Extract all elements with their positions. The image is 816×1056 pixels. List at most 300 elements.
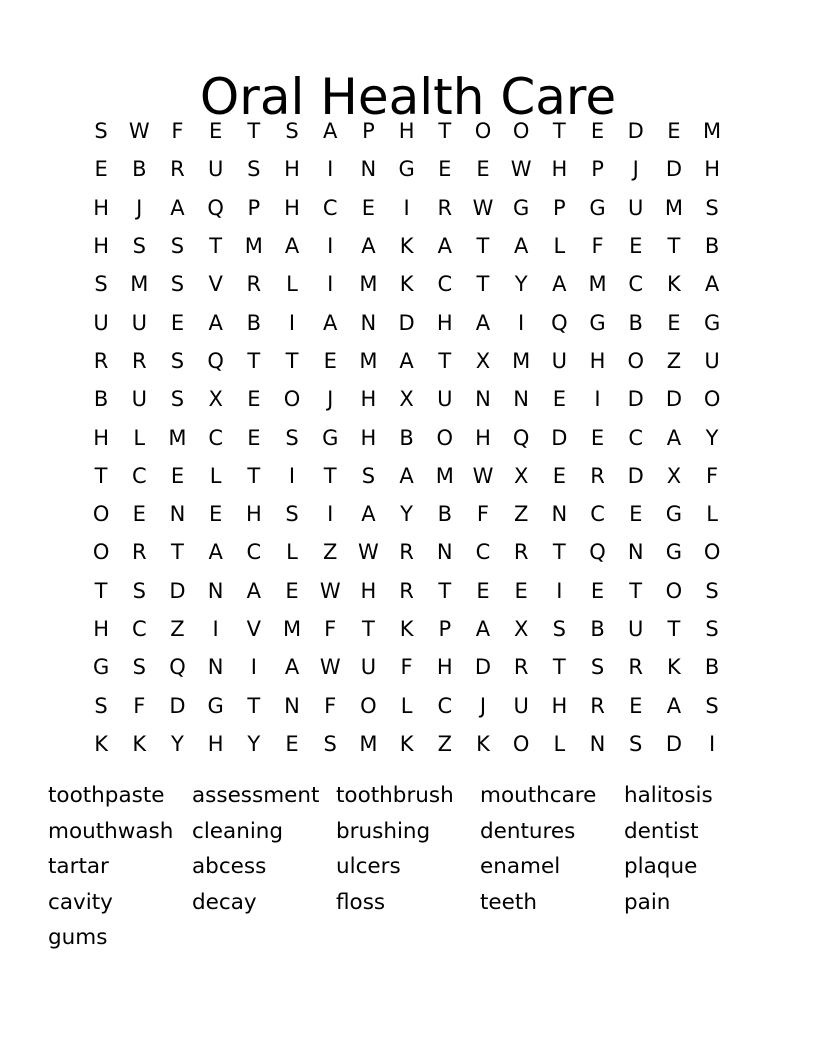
grid-letter: E bbox=[285, 731, 299, 756]
grid-letter: Z bbox=[437, 731, 452, 756]
grid-letter: B bbox=[93, 387, 109, 412]
grid-letter: T bbox=[476, 234, 490, 259]
grid-row bbox=[82, 610, 732, 648]
grid-letter: T bbox=[438, 119, 452, 144]
grid-letter: U bbox=[513, 693, 529, 718]
grid-letter: H bbox=[398, 119, 415, 144]
grid-letter: T bbox=[667, 234, 681, 259]
grid-letter: H bbox=[360, 387, 377, 412]
grid-letter: I bbox=[327, 234, 334, 259]
grid-letter: E bbox=[209, 502, 223, 527]
grid-letter: J bbox=[632, 157, 639, 182]
grid-letter: E bbox=[629, 502, 643, 527]
grid-letter: C bbox=[322, 195, 338, 220]
grid-letter: N bbox=[169, 502, 186, 527]
grid-letter: R bbox=[513, 540, 529, 565]
grid-letter: E bbox=[209, 119, 223, 144]
grid-letter: M bbox=[512, 348, 531, 373]
grid-letter: T bbox=[667, 617, 681, 641]
grid-letter: H bbox=[284, 157, 300, 182]
word-list-item: toothbrush bbox=[336, 783, 454, 808]
grid-letter: D bbox=[398, 310, 415, 335]
grid-letter: C bbox=[208, 425, 223, 450]
grid-row bbox=[82, 686, 732, 724]
grid-letter: U bbox=[360, 655, 377, 680]
grid-letter: A bbox=[399, 463, 414, 488]
grid-letter: H bbox=[93, 617, 109, 641]
grid-letter: Q bbox=[169, 655, 186, 680]
grid-letter: R bbox=[170, 157, 185, 182]
grid-letter: Y bbox=[514, 272, 528, 297]
grid-letter: T bbox=[438, 578, 452, 603]
grid-letter: E bbox=[590, 119, 605, 144]
grid-letter: R bbox=[590, 693, 605, 718]
grid-letter: M bbox=[588, 272, 607, 297]
grid-letter: O bbox=[92, 502, 110, 527]
grid-letter: D bbox=[169, 578, 186, 603]
grid-letter: D bbox=[551, 425, 568, 450]
grid-letter: N bbox=[589, 731, 606, 756]
grid-letter: E bbox=[552, 387, 566, 412]
grid-letter: U bbox=[131, 387, 147, 412]
grid-letter: C bbox=[131, 617, 147, 641]
grid-letter: S bbox=[361, 463, 376, 488]
grid-row bbox=[82, 495, 732, 533]
grid-letter: E bbox=[247, 425, 261, 450]
grid-letter: V bbox=[246, 617, 262, 641]
grid-letter: F bbox=[324, 617, 337, 641]
grid-letter: A bbox=[666, 693, 682, 718]
word-list-item: pain bbox=[624, 889, 671, 915]
grid-letter: E bbox=[476, 578, 490, 603]
grid-letter: H bbox=[551, 693, 568, 718]
grid-letter: M bbox=[130, 272, 149, 297]
grid-letter: H bbox=[704, 157, 720, 182]
grid-letter: D bbox=[665, 387, 682, 412]
grid-letter: U bbox=[704, 348, 720, 373]
grid-letter: O bbox=[512, 731, 530, 756]
grid-letter: R bbox=[131, 348, 147, 373]
grid-letter: A bbox=[323, 310, 338, 335]
grid-letter: G bbox=[589, 195, 606, 220]
grid-letter: R bbox=[399, 540, 414, 565]
grid-letter: Y bbox=[400, 502, 413, 527]
grid-letter: T bbox=[209, 234, 223, 259]
grid-letter: H bbox=[589, 348, 606, 373]
grid-row bbox=[82, 533, 732, 571]
grid-letter: U bbox=[131, 310, 147, 335]
grid-letter: D bbox=[627, 463, 644, 488]
grid-letter: R bbox=[131, 540, 147, 565]
word-list-item: mouthcare bbox=[480, 783, 597, 808]
grid-letter: S bbox=[170, 387, 185, 412]
grid-letter: Z bbox=[170, 617, 185, 641]
grid-letter: C bbox=[475, 540, 491, 565]
word-list bbox=[48, 778, 788, 956]
grid-letter: D bbox=[627, 387, 644, 412]
grid-letter: H bbox=[207, 731, 224, 756]
grid-letter: O bbox=[360, 693, 377, 718]
grid-letter: E bbox=[590, 425, 605, 450]
grid-letter: V bbox=[208, 272, 223, 297]
grid-letter: L bbox=[400, 693, 413, 718]
grid-letter: K bbox=[399, 234, 414, 259]
grid-letter: K bbox=[94, 731, 108, 756]
grid-letter: H bbox=[475, 425, 491, 450]
grid-letter: R bbox=[628, 655, 644, 680]
grid-row bbox=[82, 457, 732, 495]
grid-letter: H bbox=[93, 234, 109, 259]
grid-row bbox=[82, 150, 732, 188]
word-list-item: decay bbox=[192, 889, 257, 915]
word-list-item: cavity bbox=[48, 889, 113, 915]
grid-letter: E bbox=[667, 119, 681, 144]
grid-letter: Q bbox=[512, 425, 530, 450]
grid-letter: E bbox=[629, 234, 643, 259]
grid-letter: I bbox=[594, 387, 601, 412]
grid-letter: E bbox=[323, 348, 337, 373]
grid-letter: O bbox=[436, 425, 454, 450]
grid-letter: Y bbox=[247, 731, 261, 756]
grid-letter: S bbox=[705, 195, 719, 220]
grid-letter: X bbox=[666, 463, 682, 488]
grid-letter: N bbox=[475, 387, 491, 412]
grid-row bbox=[82, 648, 732, 686]
word-list-item: plaque bbox=[624, 854, 698, 879]
grid-letter: S bbox=[629, 731, 643, 756]
grid-letter: L bbox=[553, 731, 566, 756]
grid-letter: S bbox=[552, 617, 567, 641]
grid-letter: M bbox=[359, 348, 378, 373]
grid-letter: S bbox=[705, 578, 719, 603]
grid-letter: A bbox=[704, 272, 720, 297]
grid-letter: N bbox=[360, 310, 377, 335]
grid-letter: F bbox=[324, 693, 337, 718]
grid-letter: W bbox=[319, 578, 341, 603]
grid-letter: P bbox=[247, 195, 261, 220]
grid-letter: O bbox=[283, 387, 301, 412]
word-list-item: floss bbox=[336, 889, 386, 915]
grid-letter: N bbox=[551, 502, 568, 527]
grid-letter: T bbox=[94, 463, 108, 488]
word-list-item: teeth bbox=[480, 889, 537, 915]
grid-letter: P bbox=[591, 157, 604, 182]
letter-grid bbox=[82, 112, 732, 763]
grid-letter: D bbox=[665, 731, 682, 756]
grid-letter: L bbox=[286, 540, 298, 565]
grid-letter: Z bbox=[666, 348, 682, 373]
grid-letter: H bbox=[245, 502, 262, 527]
grid-row bbox=[82, 189, 732, 227]
grid-letter: Q bbox=[589, 540, 606, 565]
grid-letter: O bbox=[92, 540, 110, 565]
grid-letter: O bbox=[512, 119, 530, 144]
grid-letter: X bbox=[208, 387, 223, 412]
grid-letter: K bbox=[667, 272, 681, 297]
grid-letter: S bbox=[170, 272, 185, 297]
grid-letter: X bbox=[399, 387, 414, 412]
grid-letter: I bbox=[288, 463, 296, 488]
grid-letter: H bbox=[436, 655, 453, 680]
grid-letter: C bbox=[437, 272, 453, 297]
grid-letter: I bbox=[708, 731, 716, 756]
grid-letter: N bbox=[627, 540, 644, 565]
grid-letter: I bbox=[518, 310, 525, 335]
word-list-item: tartar bbox=[48, 854, 109, 879]
grid-letter: I bbox=[556, 578, 563, 603]
grid-letter: B bbox=[399, 425, 414, 450]
grid-row bbox=[82, 418, 732, 456]
grid-letter: T bbox=[552, 119, 566, 144]
grid-letter: P bbox=[553, 195, 566, 220]
word-list-item: dentist bbox=[624, 818, 699, 844]
grid-letter: O bbox=[665, 578, 683, 603]
grid-letter: L bbox=[209, 463, 222, 488]
grid-letter: E bbox=[285, 578, 299, 603]
grid-letter: U bbox=[437, 387, 453, 412]
grid-letter: A bbox=[284, 234, 300, 259]
grid-letter: K bbox=[667, 655, 681, 680]
grid-letter: R bbox=[93, 348, 109, 373]
grid-letter: R bbox=[246, 272, 262, 297]
grid-letter: G bbox=[398, 157, 415, 182]
grid-letter: K bbox=[399, 272, 414, 297]
word-list-item: enamel bbox=[480, 854, 561, 879]
grid-letter: W bbox=[319, 655, 341, 680]
grid-letter: T bbox=[552, 540, 566, 565]
grid-letter: D bbox=[474, 655, 492, 680]
grid-letter: I bbox=[327, 502, 334, 527]
grid-row bbox=[82, 265, 732, 303]
grid-letter: H bbox=[93, 425, 109, 450]
grid-letter: E bbox=[247, 387, 261, 412]
grid-letter: X bbox=[475, 348, 491, 373]
grid-row bbox=[82, 572, 732, 610]
grid-letter: M bbox=[664, 195, 683, 220]
grid-row bbox=[82, 380, 732, 418]
grid-letter: O bbox=[627, 348, 644, 373]
grid-letter: Q bbox=[551, 310, 568, 335]
grid-letter: K bbox=[476, 731, 490, 756]
grid-letter: E bbox=[514, 578, 528, 603]
grid-letter: M bbox=[435, 463, 454, 488]
grid-letter: S bbox=[132, 655, 146, 680]
grid-letter: J bbox=[327, 387, 334, 412]
grid-letter: D bbox=[665, 157, 682, 182]
grid-letter: S bbox=[170, 348, 185, 373]
grid-letter: T bbox=[94, 578, 108, 603]
grid-letter: E bbox=[629, 693, 643, 718]
grid-letter: S bbox=[705, 693, 719, 718]
grid-letter: L bbox=[133, 425, 146, 450]
grid-letter: T bbox=[247, 693, 261, 718]
grid-letter: G bbox=[665, 540, 683, 565]
grid-letter: D bbox=[169, 693, 186, 718]
grid-letter: G bbox=[703, 310, 721, 335]
grid-letter: E bbox=[170, 463, 185, 488]
word-list-item: ulcers bbox=[336, 854, 401, 879]
grid-letter: S bbox=[132, 234, 146, 259]
grid-letter: O bbox=[474, 119, 492, 144]
grid-letter: C bbox=[628, 272, 644, 297]
grid-letter: A bbox=[208, 540, 223, 565]
grid-letter: Z bbox=[323, 540, 338, 565]
grid-letter: T bbox=[247, 463, 261, 488]
grid-letter: T bbox=[361, 617, 375, 641]
grid-letter: M bbox=[168, 425, 187, 450]
grid-letter: N bbox=[360, 157, 377, 182]
grid-letter: A bbox=[170, 195, 185, 220]
word-list-item: brushing bbox=[336, 818, 431, 844]
grid-letter: T bbox=[285, 348, 299, 373]
grid-letter: W bbox=[358, 540, 379, 565]
word-list-item: gums bbox=[48, 925, 108, 950]
grid-letter: T bbox=[247, 348, 261, 373]
grid-letter: E bbox=[667, 310, 681, 335]
grid-letter: J bbox=[136, 195, 143, 220]
grid-letter: S bbox=[247, 157, 261, 182]
grid-letter: G bbox=[589, 310, 606, 335]
grid-letter: B bbox=[132, 157, 147, 182]
grid-letter: S bbox=[94, 693, 108, 718]
grid-letter: Q bbox=[207, 348, 224, 373]
grid-letter: A bbox=[284, 655, 300, 680]
grid-letter: G bbox=[513, 195, 530, 220]
grid-letter: A bbox=[666, 425, 682, 450]
grid-letter: W bbox=[128, 119, 150, 144]
grid-letter: S bbox=[323, 731, 337, 756]
grid-letter: P bbox=[438, 617, 452, 641]
grid-letter: T bbox=[438, 348, 452, 373]
grid-letter: C bbox=[131, 463, 147, 488]
grid-letter: S bbox=[94, 272, 108, 297]
grid-letter: F bbox=[171, 119, 184, 144]
grid-letter: B bbox=[704, 234, 720, 259]
grid-row bbox=[82, 303, 732, 341]
grid-letter: G bbox=[665, 502, 683, 527]
grid-row bbox=[82, 227, 732, 265]
grid-letter: H bbox=[360, 578, 377, 603]
grid-letter: B bbox=[704, 655, 720, 680]
grid-row bbox=[82, 112, 732, 150]
grid-letter: B bbox=[628, 310, 643, 335]
grid-letter: C bbox=[437, 693, 453, 718]
grid-letter: B bbox=[590, 617, 605, 641]
word-list-item: mouthwash bbox=[48, 818, 174, 844]
grid-letter: S bbox=[285, 425, 299, 450]
word-list-item: abcess bbox=[192, 854, 267, 879]
grid-letter: E bbox=[94, 157, 108, 182]
grid-letter: C bbox=[590, 502, 605, 527]
grid-letter: A bbox=[475, 617, 491, 641]
grid-letter: A bbox=[475, 310, 491, 335]
grid-letter: G bbox=[92, 655, 110, 680]
grid-letter: D bbox=[627, 119, 644, 144]
grid-letter: E bbox=[438, 157, 452, 182]
grid-letter: S bbox=[285, 119, 299, 144]
grid-letter: R bbox=[513, 655, 529, 680]
grid-letter: P bbox=[362, 119, 375, 144]
grid-letter: C bbox=[246, 540, 262, 565]
grid-letter: F bbox=[133, 693, 146, 718]
grid-letter: X bbox=[513, 617, 529, 641]
grid-letter: S bbox=[94, 119, 108, 144]
grid-letter: W bbox=[472, 195, 494, 220]
grid-letter: U bbox=[551, 348, 568, 373]
grid-letter: C bbox=[628, 425, 644, 450]
grid-letter: F bbox=[400, 655, 413, 680]
grid-letter: H bbox=[436, 310, 453, 335]
grid-letter: I bbox=[212, 617, 219, 641]
grid-letter: Q bbox=[207, 195, 224, 220]
grid-letter: H bbox=[360, 425, 377, 450]
grid-letter: A bbox=[513, 234, 529, 259]
grid-letter: Z bbox=[513, 502, 529, 527]
grid-letter: N bbox=[207, 655, 224, 680]
grid-letter: R bbox=[399, 578, 414, 603]
grid-letter: A bbox=[552, 272, 567, 297]
grid-letter: U bbox=[207, 157, 224, 182]
grid-letter: S bbox=[132, 578, 146, 603]
grid-letter: T bbox=[323, 463, 337, 488]
grid-letter: A bbox=[437, 234, 452, 259]
grid-letter: E bbox=[476, 157, 490, 182]
page-title: Oral Health Care bbox=[199, 67, 617, 126]
grid-letter: U bbox=[628, 617, 644, 641]
grid-letter: F bbox=[706, 463, 719, 488]
grid-letter: F bbox=[591, 234, 604, 259]
grid-letter: S bbox=[705, 617, 719, 641]
grid-letter: G bbox=[207, 693, 224, 718]
grid-letter: T bbox=[629, 578, 643, 603]
grid-letter: O bbox=[703, 387, 721, 412]
grid-row bbox=[82, 725, 732, 763]
grid-letter: M bbox=[244, 234, 263, 259]
grid-letter: T bbox=[247, 119, 261, 144]
grid-letter: A bbox=[208, 310, 223, 335]
grid-letter: H bbox=[551, 157, 568, 182]
grid-letter: Y bbox=[705, 425, 719, 450]
word-list-item: dentures bbox=[480, 818, 576, 844]
grid-letter: K bbox=[132, 731, 147, 756]
grid-letter: U bbox=[628, 195, 644, 220]
grid-letter: H bbox=[93, 195, 109, 220]
grid-letter: E bbox=[590, 578, 605, 603]
grid-letter: U bbox=[93, 310, 109, 335]
grid-letter: L bbox=[553, 234, 566, 259]
grid-letter: H bbox=[284, 195, 300, 220]
grid-letter: G bbox=[322, 425, 339, 450]
grid-letter: Y bbox=[171, 731, 184, 756]
word-list-item: assessment bbox=[192, 783, 320, 808]
grid-letter: F bbox=[476, 502, 490, 527]
grid-letter: T bbox=[476, 272, 490, 297]
grid-letter: N bbox=[207, 578, 224, 603]
grid-letter: S bbox=[170, 234, 185, 259]
grid-letter: M bbox=[359, 272, 378, 297]
grid-letter: A bbox=[399, 348, 414, 373]
grid-letter: N bbox=[513, 387, 530, 412]
grid-letter: I bbox=[288, 310, 296, 335]
grid-letter: A bbox=[323, 119, 338, 144]
grid-letter: R bbox=[590, 463, 605, 488]
grid-letter: M bbox=[703, 119, 722, 144]
grid-letter: T bbox=[171, 540, 184, 565]
grid-letter: W bbox=[510, 157, 532, 182]
grid-letter: I bbox=[327, 157, 334, 182]
grid-letter: S bbox=[590, 655, 605, 680]
grid-letter: X bbox=[513, 463, 529, 488]
